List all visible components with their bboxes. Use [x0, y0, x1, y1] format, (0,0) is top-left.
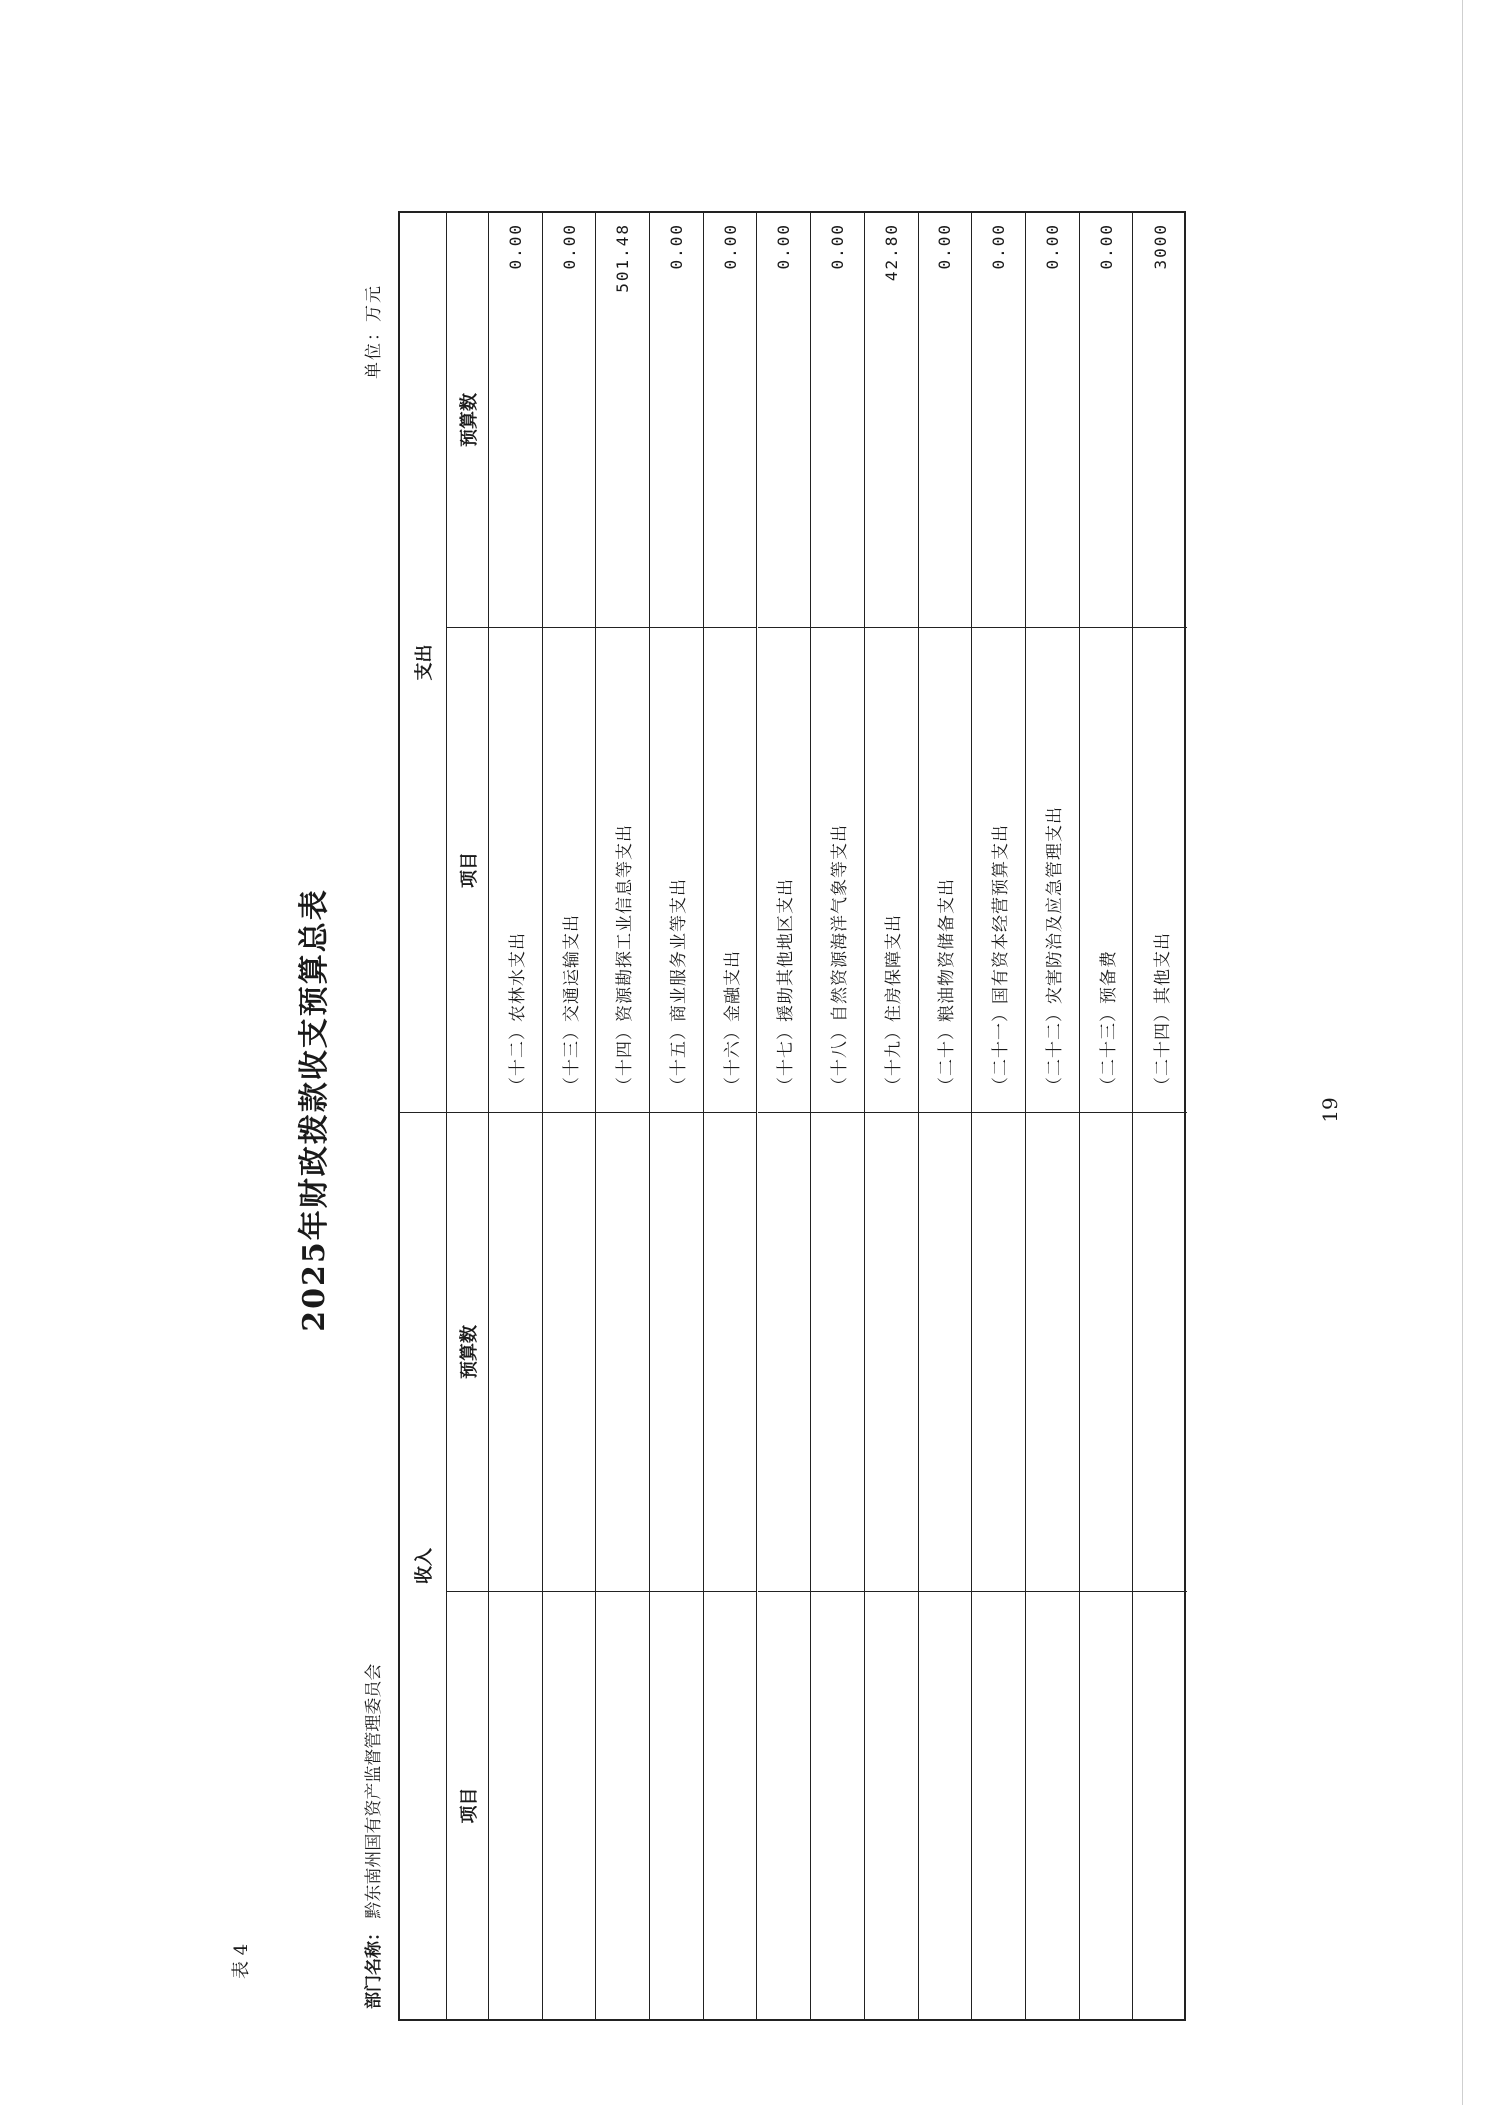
income-item-cell [596, 1591, 649, 2019]
expense-budget-cell: 0.00 [935, 223, 955, 270]
expense-item-cell: （十八）自然资源海洋气象等支出 [811, 627, 864, 1112]
income-item-cell [650, 1591, 703, 2019]
expense-budget-cell: 0.00 [989, 223, 1009, 270]
table-row [811, 213, 865, 2019]
income-budget-cell [1133, 1112, 1187, 1591]
table-row [1133, 213, 1187, 2019]
income-item-cell [704, 1591, 757, 2019]
table-row [865, 213, 919, 2019]
income-budget-cell [489, 1112, 542, 1591]
expense-budget-cell: 0.00 [559, 223, 579, 270]
expense-item-cell: （十五）商业服务业等支出 [650, 627, 703, 1112]
expense-item-cell: （二十三）预备费 [1080, 627, 1133, 1112]
expense-budget-cell: 0.00 [1042, 223, 1062, 270]
table-row [919, 213, 973, 2019]
income-budget-cell [919, 1112, 972, 1591]
income-budget-cell [1080, 1112, 1133, 1591]
unit-label: 单位：万元 [364, 284, 384, 379]
expense-item-cell: （十六）金融支出 [704, 627, 757, 1112]
expense-budget-cell: 0.00 [828, 223, 848, 270]
income-budget-cell [596, 1112, 649, 1591]
income-budget-cell [811, 1112, 864, 1591]
income-item-cell [758, 1591, 811, 2019]
expense-item-cell: （十二）农林水支出 [489, 627, 542, 1112]
income-header: 收入 [400, 1112, 446, 2019]
income-budget-cell [704, 1112, 757, 1591]
department-label: 部门名称： [364, 1924, 384, 2009]
expense-budget-cell: 0.00 [505, 223, 525, 270]
expense-budget-cell: 0.00 [720, 223, 740, 270]
table-row [704, 213, 758, 2019]
expense-budget-cell: 42.80 [881, 223, 901, 282]
income-item-cell [865, 1591, 918, 2019]
expense-item-cell: （十三）交通运输支出 [543, 627, 596, 1112]
department-name: 黔东南州国有资产监督管理委员会 [364, 1663, 384, 1919]
income-budget-cell [543, 1112, 596, 1591]
income-item-cell [1133, 1591, 1187, 2019]
table-row [489, 213, 543, 2019]
table-row [543, 213, 597, 2019]
income-item-cell [543, 1591, 596, 2019]
expense-item-cell: （十四）资源勘探工业信息等支出 [596, 627, 649, 1112]
expense-header: 支出 [414, 644, 435, 681]
table-number: 表 4 [231, 1943, 252, 1979]
income-item-cell [1026, 1591, 1079, 2019]
income-budget-cell [650, 1112, 703, 1591]
expense-item-cell: （二十四）其他支出 [1133, 627, 1187, 1112]
budget-table [398, 211, 1186, 2021]
income-budget-cell [758, 1112, 811, 1591]
rotated-page [203, 195, 1342, 2025]
income-item-header: 项目 [447, 1591, 488, 2019]
table-header-columns [447, 213, 489, 2019]
page-number: 19 [1318, 1097, 1342, 1123]
department-line [359, 1664, 384, 2009]
table-header-group [400, 213, 447, 2019]
table-row [650, 213, 704, 2019]
table-row [596, 213, 650, 2019]
income-item-cell [919, 1591, 972, 2019]
expense-item-cell: （十九）住房保障支出 [865, 627, 918, 1112]
income-budget-cell [865, 1112, 918, 1591]
income-item-cell [489, 1591, 542, 2019]
table-row [758, 213, 812, 2019]
income-budget-cell [1026, 1112, 1079, 1591]
expense-budget-cell: 501.48 [613, 223, 633, 293]
table-row [1026, 213, 1080, 2019]
expense-item-cell: （二十）粮油物资储备支出 [919, 627, 972, 1112]
expense-budget-cell: 3000 [1150, 223, 1170, 270]
page-title: 2025年财政拨款收支预算总表 [297, 888, 332, 1332]
expense-item-cell: （二十一）国有资本经营预算支出 [972, 627, 1025, 1112]
income-budget-header: 预算数 [447, 1112, 488, 1591]
expense-item-header: 项目 [447, 627, 488, 1112]
table-row [1080, 213, 1134, 2019]
expense-item-cell: （十七）援助其他地区支出 [758, 627, 811, 1112]
expense-budget-cell: 0.00 [774, 223, 794, 270]
table-row [972, 213, 1026, 2019]
expense-budget-cell: 0.00 [666, 223, 686, 270]
expense-item-cell: （二十二）灾害防治及应急管理支出 [1026, 627, 1079, 1112]
income-item-cell [811, 1591, 864, 2019]
page-edge-line [1462, 0, 1463, 2105]
expense-budget-cell: 0.00 [1096, 223, 1116, 270]
income-item-cell [1080, 1591, 1133, 2019]
income-budget-cell [972, 1112, 1025, 1591]
expense-budget-header: 预算数 [458, 393, 480, 447]
income-item-cell [972, 1591, 1025, 2019]
